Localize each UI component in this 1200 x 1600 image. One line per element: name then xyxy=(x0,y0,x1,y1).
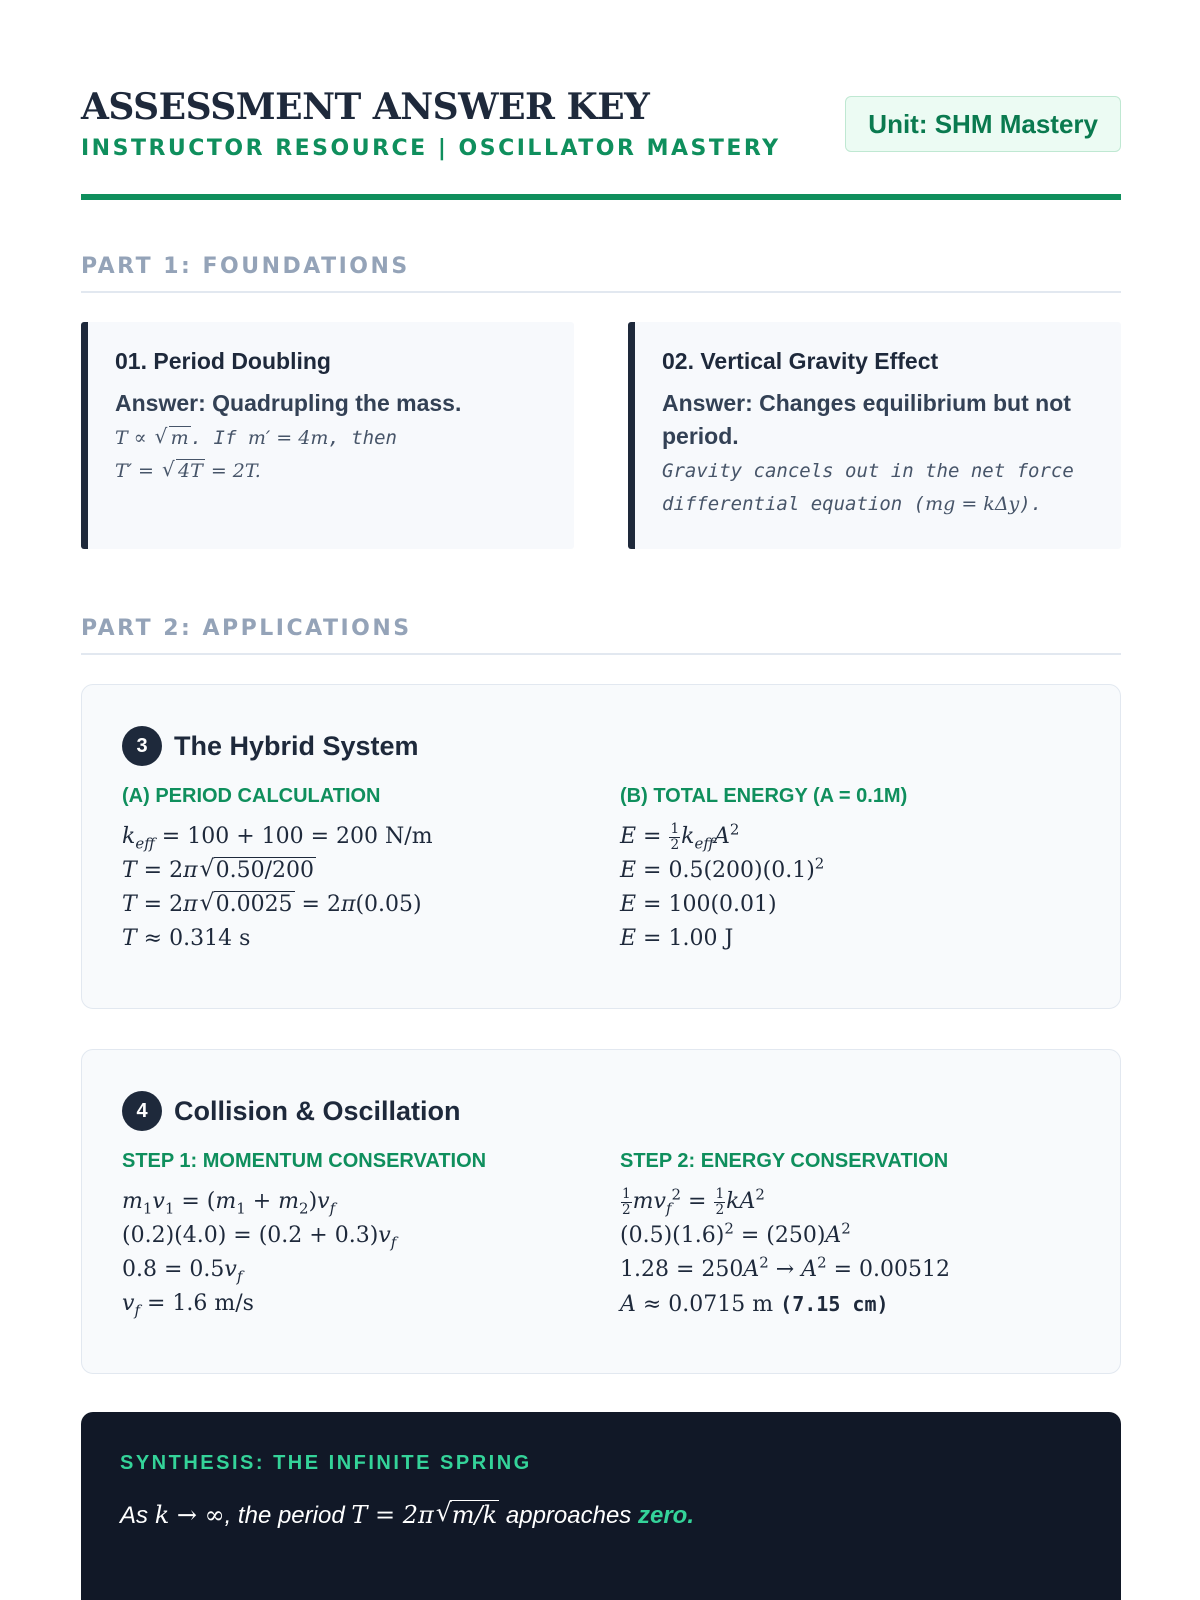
equation-line: $(0.5)(1.6)^2 = (250)A^2$ xyxy=(620,1219,851,1248)
section-title-part1: PART 1: FOUNDATIONS xyxy=(81,254,1121,293)
momentum-column xyxy=(122,1150,562,1321)
question-explanation: Gravity cancels out in the net force differential equation (mg = kΔy). xyxy=(662,460,1074,515)
math-k-infinity: k → ∞ xyxy=(154,1501,225,1529)
equation-line: T = 2π√ 0.0025 = 2π(0.05) xyxy=(122,888,562,922)
energy-column xyxy=(620,1150,1060,1321)
problem-card-3 xyxy=(81,684,1121,1009)
question-title: 02. Vertical Gravity Effect xyxy=(662,348,939,374)
amplitude-cm-note: (7.15 cm) xyxy=(780,1292,889,1316)
equation-line: E = 1.00 J xyxy=(620,926,734,951)
column-label: STEP 2: ENERGY CONSERVATION xyxy=(620,1150,949,1172)
synthesis-highlight: zero. xyxy=(637,1502,694,1529)
period-calculation-column xyxy=(122,785,562,956)
question-answer: Answer: Quadrupling the mass. xyxy=(115,390,462,416)
problem-number-badge: 3 xyxy=(122,726,162,766)
equation-line: $(0.2)(4.0) = (0.2 + 0.3)v_f$ xyxy=(122,1223,397,1252)
equation-line: $m_1v_1 = (m_1 + m_2)v_f$ xyxy=(122,1189,336,1218)
equation-line: T = 2π√ 0.50/200 xyxy=(122,854,562,888)
equation-line: T ≈ 0.314 s xyxy=(122,926,251,951)
question-card-1 xyxy=(81,322,574,549)
problem-header xyxy=(122,1091,461,1131)
problem-title: The Hybrid System xyxy=(174,730,419,761)
synthesis-text: As k → ∞, the period T = 2π√ m/k approaches zero. xyxy=(120,1500,694,1530)
math-proportional: T ∝ √ m xyxy=(115,427,191,449)
question-card-2 xyxy=(628,322,1121,549)
equation-line: $E = 0.5(200)(0.1)^2$ xyxy=(620,854,825,883)
problem-number-badge: 4 xyxy=(122,1091,162,1131)
equation-line: E = $\frac{1}{2}$ $k_{eff}A^2$ xyxy=(620,820,740,853)
math-gravity-balance: mg = kΔy xyxy=(925,493,1020,515)
problem-title: Collision & Oscillation xyxy=(174,1095,461,1126)
document-header xyxy=(81,86,1121,200)
total-energy-column xyxy=(620,785,1060,956)
synthesis-label: SYNTHESIS: THE INFINITE SPRING xyxy=(120,1452,532,1474)
question-explanation: T ∝ √ m . If m′ = 4m, then T′ = √ 4T = 2T. xyxy=(115,422,548,488)
synthesis-panel xyxy=(81,1412,1121,1600)
column-label: STEP 1: MOMENTUM CONSERVATION xyxy=(122,1150,487,1172)
column-label: (B) TOTAL ENERGY (A = 0.1M) xyxy=(620,785,908,807)
problem-header xyxy=(122,726,419,766)
unit-badge: Unit: SHM Mastery xyxy=(845,96,1121,152)
math-period-result: T′ = √ 4T = 2T. xyxy=(115,460,261,482)
question-title: 01. Period Doubling xyxy=(115,348,331,374)
column-label: (A) PERIOD CALCULATION xyxy=(122,785,381,807)
document-subtitle: INSTRUCTOR RESOURCE | OSCILLATOR MASTERY xyxy=(81,136,781,161)
section-title-part2: PART 2: APPLICATIONS xyxy=(81,616,1121,655)
equation-line: $0.8 = 0.5v_f$ xyxy=(122,1257,243,1286)
problem-card-4 xyxy=(81,1049,1121,1374)
equation-line: A ≈ 0.0715 m (7.15 cm) xyxy=(620,1292,889,1317)
equation-line: $\frac{1}{2}$ $mv_f^2$ = $\frac{1}{2}$ $kA^2$ xyxy=(622,1185,765,1218)
math-period-formula: T = 2π√ m/k xyxy=(351,1501,499,1529)
equation-line: $1.28 = 250A^2 \to A^2 = 0.00512$ xyxy=(620,1253,951,1282)
question-answer: Answer: Changes equilibrium but not period. xyxy=(662,390,1071,449)
equation-line: $k_{eff} = 100 + 100 = 200$ N/m xyxy=(122,824,433,853)
document-title: ASSESSMENT ANSWER KEY xyxy=(81,86,650,128)
equation-line: E = 100(0.01) xyxy=(620,892,777,917)
math-mass-relation: m′ = 4m xyxy=(247,427,329,449)
equation-line: $v_f = 1.6$ m/s xyxy=(122,1291,254,1320)
